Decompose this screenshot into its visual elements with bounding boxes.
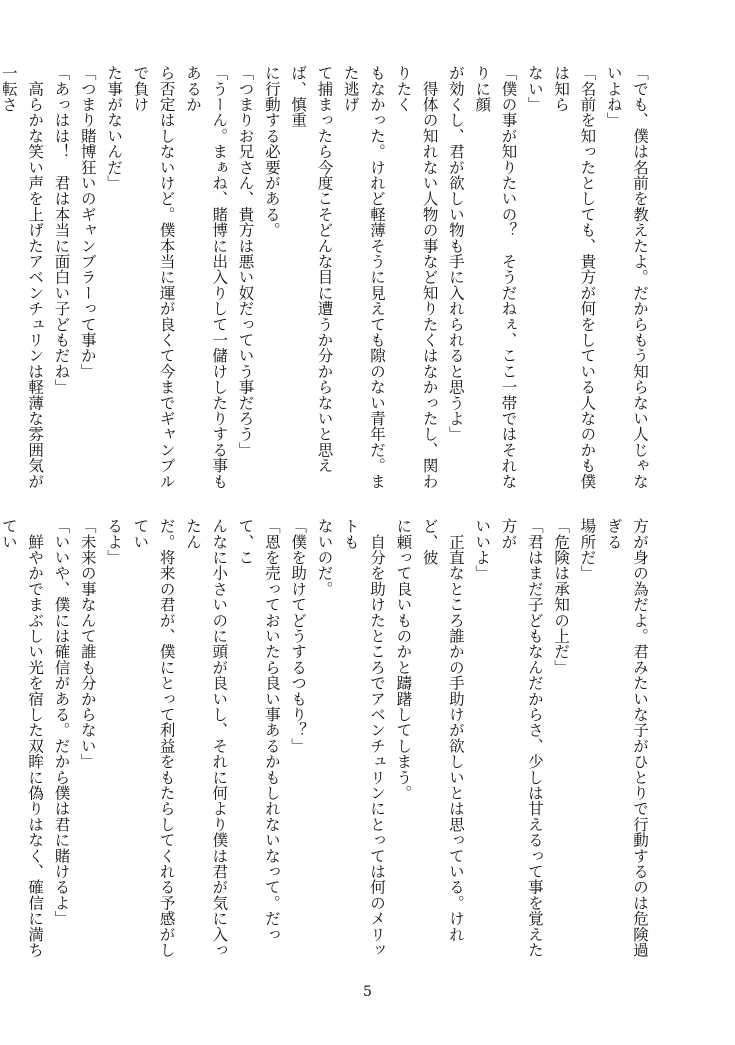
lower-text-line: 方が身の為だよ。君みたいな子がひとりで行動するのは危険過ぎる [604,518,649,958]
lower-text-line: 「恩を売っておいたら良い事あるかもしれないなって。だって、こ [236,518,281,942]
upper-text-line: た事がないんだ」 [105,65,124,191]
page-number: 5 [363,984,372,1000]
lower-text-line: だ。将来の君が、僕にとって利益をもたらしてくれる予感がしてい [131,518,176,958]
lower-text-line: 「僕を助けてどうするつもり？」 [289,518,308,754]
lower-text-line: 場所だ」 [578,518,597,581]
upper-text-line: て捕まったら今度こそどんな目に遭うか分からないと思えば、慎重 [289,65,334,474]
lower-text-line: 「未来の事なんて誰も分からない」 [78,518,97,770]
lower-text-line: 「君はまだ子どもなんだからさ、少しは甘えるって事を覚えた方が [499,518,544,958]
upper-text-line: が効くし、君が欲しい物も手に入れられると思うよ」 [446,65,465,442]
lower-text-line: ないのだ。 [315,518,334,597]
upper-text-line: もなかった。けれど軽薄そうに見えても隙のない青年だ。また逃げ [341,65,387,489]
upper-text-line: 「名前を知ったとしても、貴方が何をしている人なのかも僕は知ら [552,65,597,489]
upper-text-line: 「つまりお兄さん、貴方は悪い奴だっていう事だろう」 [236,65,255,458]
lower-text-line: 鮮やかでまぶしい光を宿した双眸に偽りはなく、確信に満ちてい [0,518,45,958]
upper-text-line: 「うーん。まぁね、賭博に出入りして一儲けしたりする事もあるか [183,65,229,489]
upper-text-line: ら否定はしないけど。僕本当に運が良くて今までギャンブルで負け [131,65,176,489]
upper-text-line: 「でも、僕は名前を教えたよ。だからもう知らない人じゃないよね」 [604,65,649,489]
upper-text-line: ない」 [525,65,544,113]
text-block-lower [0,518,653,958]
upper-text-line: 「あっはは！ 君は本当に面白い子どもだね」 [52,65,71,395]
lower-text-line: に頼って良いものかと躊躇してしまう。 [394,518,413,801]
upper-text-line: に行動する必要がある。 [262,65,281,238]
lower-text-line: 「いいや、僕には確信がある。だから僕は君に賭けるよ」 [52,518,71,927]
lower-text-line: 自分を助けたところでアベンチュリンにとっては何のメリットも [341,518,387,958]
lower-text-line: いいよ」 [473,518,492,581]
text-block-upper [0,65,653,495]
lower-text-line: 「危険は承知の上だ」 [552,518,571,675]
upper-text-line: 「僕の事が知りたいの？ そうだねぇ、ここ一帯ではそれなりに顔 [473,65,518,489]
lower-text-line: んなに小さいのに頭が良いし、それに何より僕は君が気に入ったん [183,518,229,958]
lower-text-line: るよ」 [105,518,124,566]
upper-text-line: 得体の知れない人物の事など知りたくはなかったし、関わりたく [394,65,439,489]
lower-text-line: 正直なところ誰かの手助けが欲しいとは思っている。けれど、彼 [420,518,465,942]
upper-text-line: 「つまり賭博狂いのギャンブラーって事か」 [78,65,97,379]
upper-text-line: 高らかな笑い声を上げたアベンチュリンは軽薄な雰囲気が一転さ [0,65,45,489]
